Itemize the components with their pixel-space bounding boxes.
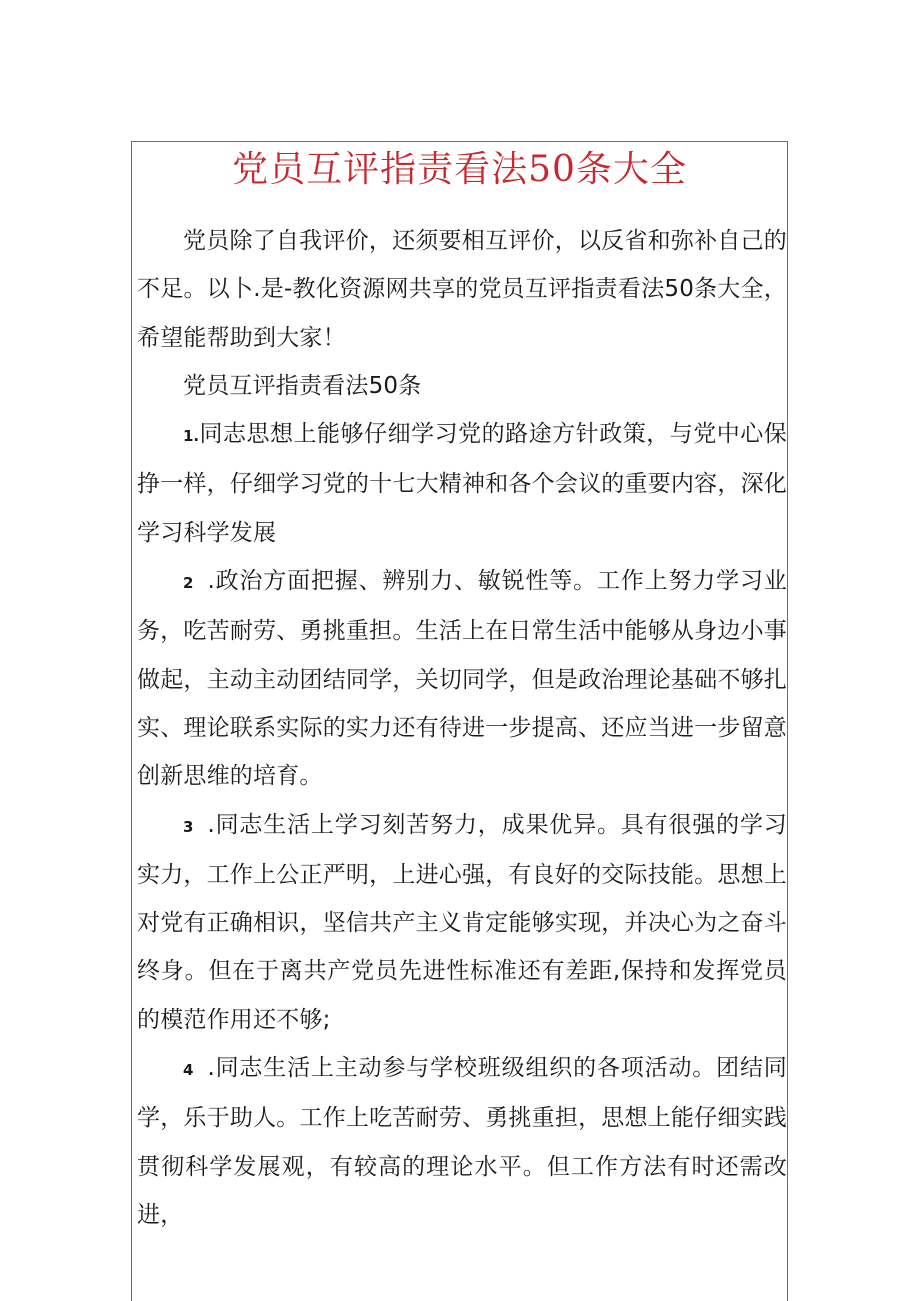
- item-text: .同志生活上学习刻苦努力，成果优异。具有很强的学习实力，工作上公正严明，上进心强，有良好的交际技能。思想上对党有正确相识，坚信共产主义肯定能够实现，并决心为之奋斗终身。但在于离共产党员先进性标准还有差距,保持和发挥党员的模范作用还不够;: [137, 811, 787, 1033]
- document-body: [137, 217, 787, 1239]
- item-number: 2: [183, 574, 194, 593]
- intro-paragraph: 党员除了自我评价，还须要相互评价，以反省和弥补自己的不足。以卜.是-教化资源网共享的党员互评指责看法50条大全，希望能帮助到大家！: [137, 228, 787, 351]
- list-item: [137, 801, 787, 1044]
- item-number: 3: [183, 817, 194, 836]
- item-number: 1.: [183, 427, 200, 446]
- list-item: [137, 410, 787, 557]
- list-item: [137, 1044, 787, 1239]
- document-title: 党员互评指责看法50条大全: [232, 149, 687, 190]
- item-text: .政治方面把握、辨别力、敏锐性等。工作上努力学习业务，吃苦耐劳、勇挑重担。生活上在日常生活中能够从身边小事做起，主动主动团结同学，关切同学，但是政治理论基础不够扎实、理论联系实际的实力还有待进一步提高、还应当进一步留意创新思维的培育。: [137, 568, 787, 790]
- item-text: 同志思想上能够仔细学习党的路途方针政策，与党中心保挣一样，仔细学习党的十七大精神和各个会议的重要内容，深化学习科学发展: [137, 421, 787, 546]
- item-number: 4: [183, 1061, 194, 1080]
- item-text: .同志生活上主动参与学校班级组织的各项活动。团结同学，乐于助人。工作上吃苦耐劳、勇挑重担，思想上能仔细实践贯彻科学发展观，有较高的理论水平。但工作方法有时还需改进，: [137, 1055, 787, 1228]
- list-item: [137, 557, 787, 800]
- section-heading: 党员互评指责看法50条: [183, 372, 422, 399]
